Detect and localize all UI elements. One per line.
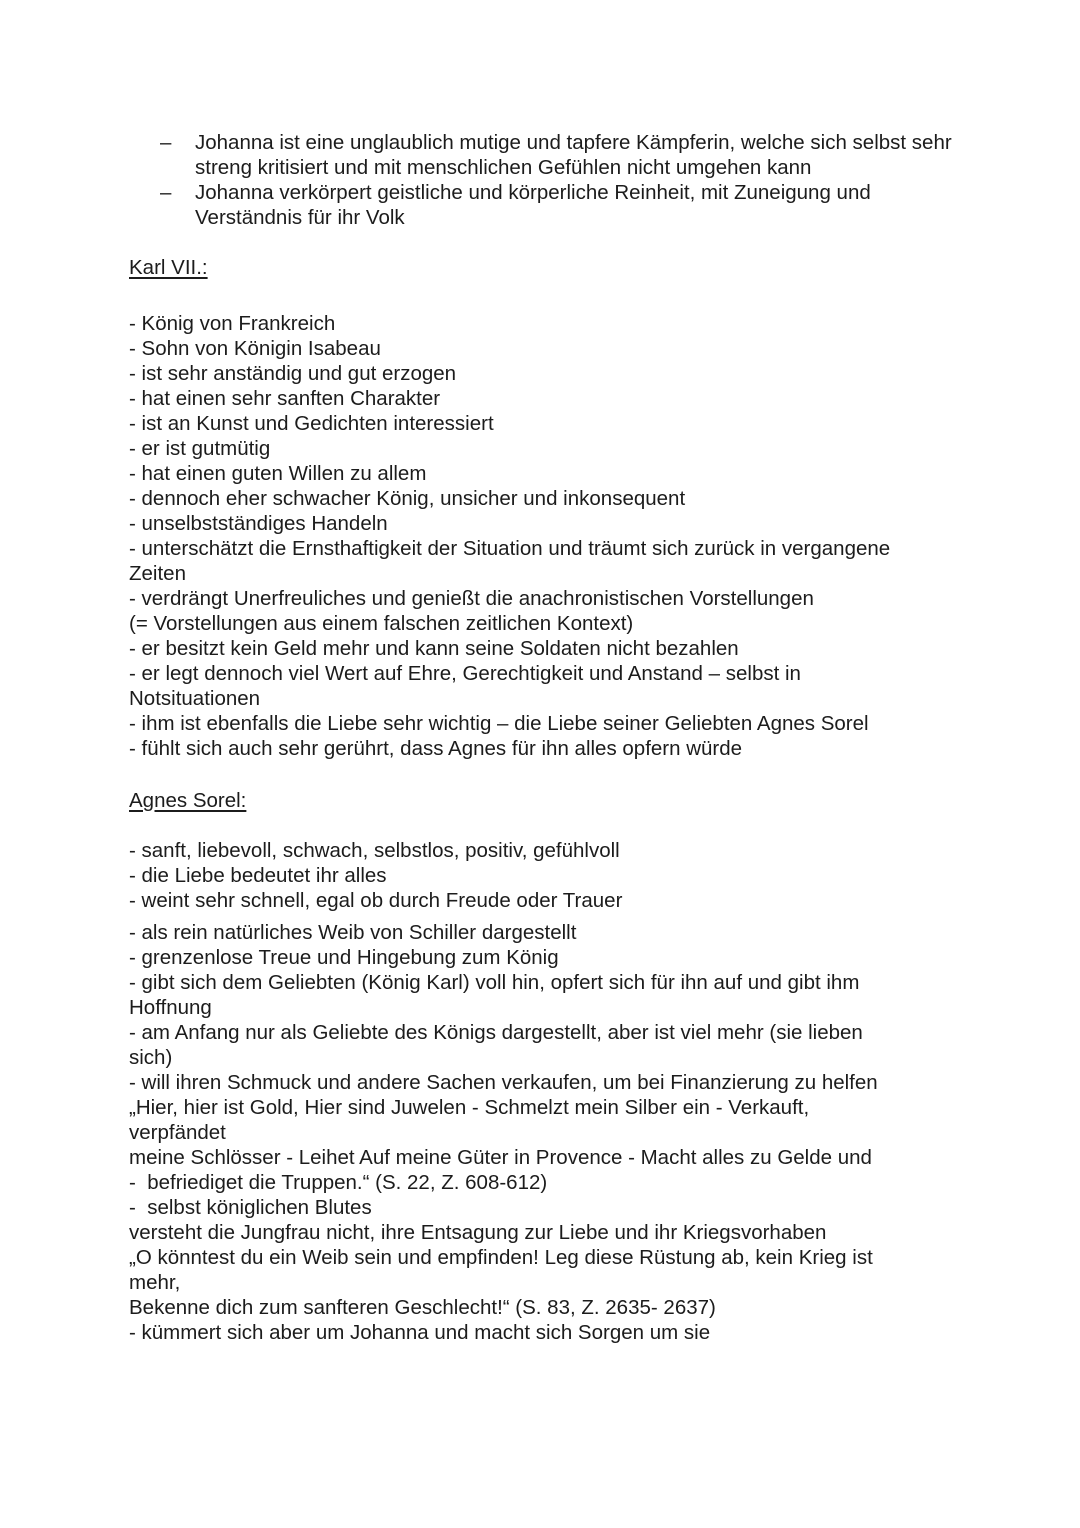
text-line: - fühlt sich auch sehr gerührt, dass Agnes für ihn alles opfern würde [129,737,743,760]
quote-line: - befriediget die Truppen.“ (S. 22, Z. 608-612) [129,1171,548,1194]
text-line: - unselbstständiges Handeln [129,512,388,535]
text-line: - als rein natürliches Weib von Schiller dargestellt [129,921,577,944]
quote-line: „Hier, hier ist Gold, Hier sind Juwelen - Schmelzt mein Silber ein - Verkauft, [129,1096,810,1119]
text-line: - König von Frankreich [129,312,336,335]
list-item-text: Johanna verkörpert geistliche und körperliche Reinheit, mit Zuneigung und Verständnis für ihr Volk [195,181,871,229]
text-line: - weint sehr schnell, egal ob durch Freude oder Trauer [129,889,623,912]
list-item [155,180,975,230]
text-line: (= Vorstellungen aus einem falschen zeitlichen Kontext) [129,612,634,635]
karl-lines [129,311,969,761]
list-item [155,130,975,180]
dash-bullet: – [160,181,172,204]
karl-section [129,255,969,761]
agnes-heading: Agnes Sorel: [129,789,247,812]
text-line: - ihm ist ebenfalls die Liebe sehr wichtig – die Liebe seiner Geliebten Agnes Sorel [129,712,869,735]
text-line: - am Anfang nur als Geliebte des Königs dargestellt, aber ist viel mehr (sie lieben [129,1021,863,1044]
text-line: - ist an Kunst und Gedichten interessiert [129,412,494,435]
text-line: sich) [129,1046,173,1069]
quote-line: „O könntest du ein Weib sein und empfinden! Leg diese Rüstung ab, kein Krieg ist [129,1246,873,1269]
karl-heading: Karl VII.: [129,256,208,279]
text-line: Notsituationen [129,687,261,710]
text-line: - kümmert sich aber um Johanna und macht sich Sorgen um sie [129,1321,711,1344]
text-line: - grenzenlose Treue und Hingebung zum König [129,946,559,969]
text-line: - er legt dennoch viel Wert auf Ehre, Gerechtigkeit und Anstand – selbst in [129,662,801,685]
johanna-traits-list [155,130,975,230]
text-line: - die Liebe bedeutet ihr alles [129,864,387,887]
list-item-text: Johanna ist eine unglaublich mutige und tapfere Kämpferin, welche sich selbst sehr streng kritisiert und mit menschlichen Gefühlen nicht umgehen kann [195,131,952,179]
text-line: - verdrängt Unerfreuliches und genießt die anachronistischen Vorstellungen [129,587,814,610]
text-line: - unterschätzt die Ernsthaftigkeit der Situation und träumt sich zurück in vergangene [129,537,891,560]
text-line: - sanft, liebevoll, schwach, selbstlos, positiv, gefühlvoll [129,839,620,862]
text-line: versteht die Jungfrau nicht, ihre Entsagung zur Liebe und ihr Kriegsvorhaben [129,1221,827,1244]
quote-line: mehr, [129,1271,181,1294]
dash-bullet: – [160,131,172,154]
agnes-lines [129,838,969,1345]
text-line: - hat einen guten Willen zu allem [129,462,427,485]
text-line: - gibt sich dem Geliebten (König Karl) voll hin, opfert sich für ihn auf und gibt ihm [129,971,860,994]
text-line: Hoffnung [129,996,212,1019]
text-line: - dennoch eher schwacher König, unsicher und inkonsequent [129,487,686,510]
agnes-section [129,788,969,1345]
quote-line: meine Schlösser - Leihet Auf meine Güter in Provence - Macht alles zu Gelde und [129,1146,872,1169]
text-line: - er besitzt kein Geld mehr und kann seine Soldaten nicht bezahlen [129,637,739,660]
quote-line: Bekenne dich zum sanfteren Geschlecht!“ (S. 83, Z. 2635- 2637) [129,1296,716,1319]
text-line: - will ihren Schmuck und andere Sachen verkaufen, um bei Finanzierung zu helfen [129,1071,878,1094]
text-line: - Sohn von Königin Isabeau [129,337,381,360]
text-line: Zeiten [129,562,186,585]
quote-line: verpfändet [129,1121,226,1144]
text-line: - ist sehr anständig und gut erzogen [129,362,457,385]
text-line: - hat einen sehr sanften Charakter [129,387,441,410]
text-line: - er ist gutmütig [129,437,271,460]
text-line: - selbst königlichen Blutes [129,1196,372,1219]
